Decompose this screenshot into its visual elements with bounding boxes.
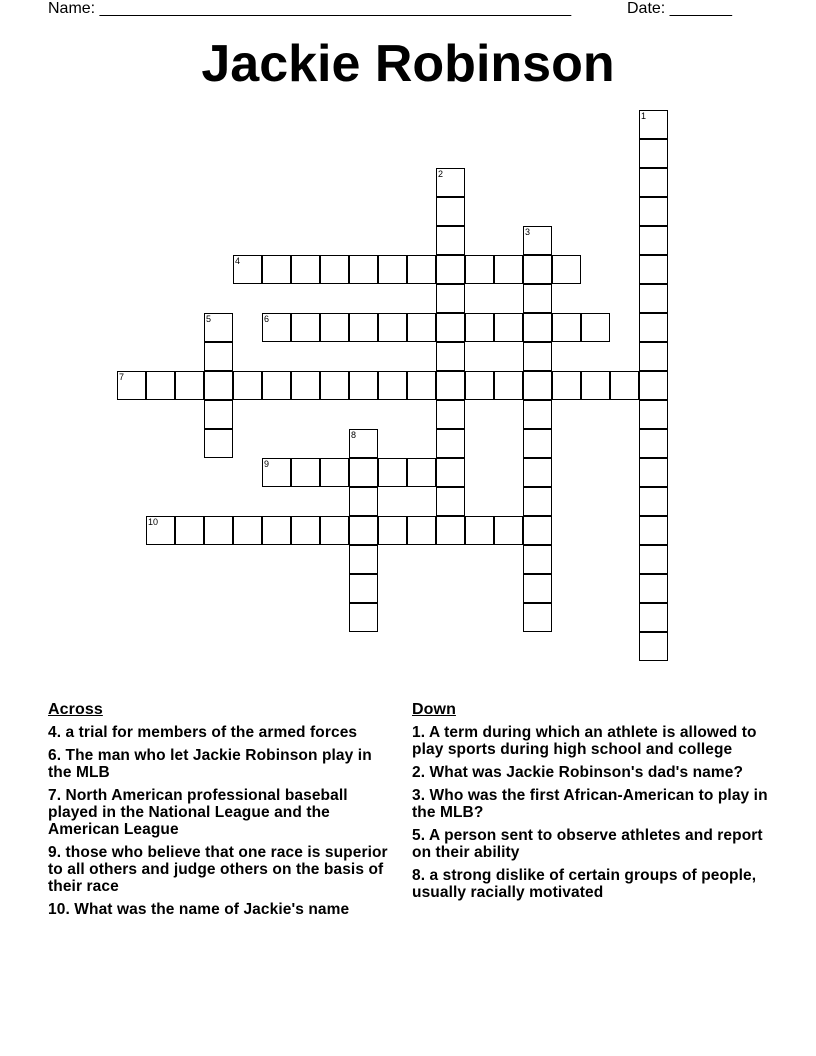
grid-cell[interactable]: [349, 458, 378, 487]
clue-text: What was Jackie Robinson's dad's name?: [425, 764, 744, 781]
cell-number: 6: [264, 314, 270, 324]
grid-cell[interactable]: [552, 313, 581, 342]
grid-cell[interactable]: [378, 313, 407, 342]
grid-cell[interactable]: [639, 429, 668, 458]
clue-across-10: [48, 901, 388, 918]
grid-cell[interactable]: [639, 197, 668, 226]
grid-cell[interactable]: [262, 313, 291, 342]
clue-number: 3.: [412, 787, 426, 804]
grid-cell[interactable]: [320, 458, 349, 487]
grid-cell[interactable]: [407, 516, 436, 545]
grid-cell[interactable]: [378, 516, 407, 545]
grid-cell[interactable]: [494, 516, 523, 545]
across-heading: Across: [48, 701, 103, 718]
grid-cell[interactable]: [639, 168, 668, 197]
grid-cell[interactable]: [349, 574, 378, 603]
grid-cell[interactable]: [494, 313, 523, 342]
clue-down-1: [412, 724, 772, 758]
grid-cell[interactable]: [407, 458, 436, 487]
grid-cell[interactable]: [204, 313, 233, 342]
grid-cell[interactable]: [465, 371, 494, 400]
grid-cell[interactable]: [639, 574, 668, 603]
grid-cell[interactable]: [291, 516, 320, 545]
grid-cell[interactable]: [639, 371, 668, 400]
grid-cell[interactable]: [639, 458, 668, 487]
grid-cell[interactable]: [349, 255, 378, 284]
grid-cell[interactable]: [436, 168, 465, 197]
grid-cell[interactable]: [639, 487, 668, 516]
grid-cell[interactable]: [639, 284, 668, 313]
grid-cell[interactable]: [523, 429, 552, 458]
clue-number: 10.: [48, 901, 70, 918]
grid-cell[interactable]: [552, 371, 581, 400]
grid-cell[interactable]: [320, 516, 349, 545]
cell-number: 9: [264, 459, 270, 469]
grid-cell[interactable]: [204, 400, 233, 429]
clue-number: 4.: [48, 724, 62, 741]
grid-cell[interactable]: [523, 458, 552, 487]
grid-cell[interactable]: [552, 255, 581, 284]
clue-across-6: [48, 747, 388, 781]
grid-cell[interactable]: [523, 487, 552, 516]
grid-cell[interactable]: [639, 255, 668, 284]
grid-cell[interactable]: [523, 574, 552, 603]
grid-cell[interactable]: [204, 342, 233, 371]
cell-number: 2: [438, 169, 444, 179]
clue-across-7: [48, 787, 388, 838]
grid-cell[interactable]: [436, 400, 465, 429]
grid-cell[interactable]: [523, 603, 552, 632]
grid-cell[interactable]: [349, 429, 378, 458]
grid-cell[interactable]: [639, 313, 668, 342]
clue-down-8: [412, 867, 772, 901]
across-clues: [48, 700, 388, 924]
grid-cell[interactable]: [349, 313, 378, 342]
grid-cell[interactable]: [117, 371, 146, 400]
grid-cell[interactable]: [523, 400, 552, 429]
grid-cell[interactable]: [262, 255, 291, 284]
grid-cell[interactable]: [465, 313, 494, 342]
grid-cell[interactable]: [523, 226, 552, 255]
clue-number: 9.: [48, 844, 62, 861]
grid-cell[interactable]: [291, 313, 320, 342]
grid-cell[interactable]: [523, 255, 552, 284]
grid-cell[interactable]: [175, 371, 204, 400]
cell-number: 1: [641, 111, 647, 121]
grid-cell[interactable]: [523, 342, 552, 371]
grid-cell[interactable]: [639, 632, 668, 661]
cell-number: 3: [525, 227, 531, 237]
grid-cell[interactable]: [436, 458, 465, 487]
clue-down-2: [412, 764, 772, 781]
grid-cell[interactable]: [233, 255, 262, 284]
grid-cell[interactable]: [262, 516, 291, 545]
grid-cell[interactable]: [175, 516, 204, 545]
grid-cell[interactable]: [349, 487, 378, 516]
grid-cell[interactable]: [523, 516, 552, 545]
clue-number: 6.: [48, 747, 62, 764]
grid-cell[interactable]: [436, 284, 465, 313]
grid-cell[interactable]: [639, 110, 668, 139]
grid-cell[interactable]: [523, 545, 552, 574]
grid-cell[interactable]: [349, 371, 378, 400]
grid-cell[interactable]: [407, 255, 436, 284]
grid-cell[interactable]: [349, 545, 378, 574]
grid-cell[interactable]: [639, 545, 668, 574]
grid-cell[interactable]: [436, 313, 465, 342]
grid-cell[interactable]: [349, 516, 378, 545]
date-field[interactable]: Date: _______: [627, 0, 732, 17]
clue-text: a strong dislike of certain groups of people, usually racially motivated: [412, 867, 757, 901]
grid-cell[interactable]: [204, 371, 233, 400]
grid-cell[interactable]: [262, 371, 291, 400]
grid-cell[interactable]: [581, 313, 610, 342]
grid-cell[interactable]: [523, 371, 552, 400]
grid-cell[interactable]: [378, 255, 407, 284]
cell-number: 7: [119, 372, 125, 382]
grid-cell[interactable]: [233, 516, 262, 545]
clue-number: 8.: [412, 867, 426, 884]
clue-text: North American professional baseball played in the National League and the American League: [48, 787, 348, 838]
down-clues: [412, 700, 772, 907]
grid-cell[interactable]: [378, 458, 407, 487]
grid-cell[interactable]: [610, 371, 639, 400]
grid-cell[interactable]: [523, 284, 552, 313]
grid-cell[interactable]: [581, 371, 610, 400]
clue-number: 1.: [412, 724, 426, 741]
down-heading: Down: [412, 701, 456, 718]
clue-down-3: [412, 787, 772, 821]
clue-text: a trial for members of the armed forces: [61, 724, 358, 741]
grid-cell[interactable]: [639, 226, 668, 255]
grid-cell[interactable]: [494, 371, 523, 400]
grid-cell[interactable]: [465, 255, 494, 284]
grid-cell[interactable]: [465, 516, 494, 545]
grid-cell[interactable]: [291, 371, 320, 400]
clue-text: those who believe that one race is superior to all others and judge others on the basis of their race: [48, 844, 388, 895]
cell-number: 8: [351, 430, 357, 440]
clue-number: 2.: [412, 764, 426, 781]
grid-cell[interactable]: [436, 371, 465, 400]
grid-cell[interactable]: [320, 313, 349, 342]
grid-cell[interactable]: [436, 197, 465, 226]
grid-cell[interactable]: [291, 458, 320, 487]
grid-cell[interactable]: [494, 255, 523, 284]
grid-cell[interactable]: [146, 516, 175, 545]
clue-text: A term during which an athlete is allowed to play sports during high school and college: [412, 724, 757, 758]
cell-number: 4: [235, 256, 241, 266]
grid-cell[interactable]: [320, 371, 349, 400]
grid-cell[interactable]: [146, 371, 175, 400]
grid-cell[interactable]: [436, 487, 465, 516]
grid-cell[interactable]: [407, 371, 436, 400]
grid-cell[interactable]: [320, 255, 349, 284]
grid-cell[interactable]: [291, 255, 320, 284]
clue-number: 7.: [48, 787, 62, 804]
clue-text: What was the name of Jackie's name: [69, 901, 350, 918]
clue-text: Who was the first African-American to play in the MLB?: [412, 787, 768, 821]
grid-cell[interactable]: [639, 400, 668, 429]
grid-cell[interactable]: [436, 255, 465, 284]
grid-cell[interactable]: [378, 371, 407, 400]
grid-cell[interactable]: [204, 516, 233, 545]
grid-cell[interactable]: [262, 458, 291, 487]
clue-across-9: [48, 844, 388, 895]
name-field[interactable]: Name: _____________________________________________________: [48, 0, 572, 17]
grid-cell[interactable]: [436, 516, 465, 545]
cell-number: 5: [206, 314, 212, 324]
grid-cell[interactable]: [436, 226, 465, 255]
clue-number: 5.: [412, 827, 426, 844]
puzzle-title: Jackie Robinson: [201, 35, 615, 93]
grid-cell[interactable]: [233, 371, 262, 400]
grid-cell[interactable]: [204, 429, 233, 458]
grid-cell[interactable]: [639, 603, 668, 632]
clue-across-4: [48, 724, 388, 741]
cell-number: 10: [148, 517, 159, 527]
grid-cell[interactable]: [436, 429, 465, 458]
grid-cell[interactable]: [639, 342, 668, 371]
grid-cell[interactable]: [436, 342, 465, 371]
grid-cell[interactable]: [349, 603, 378, 632]
grid-cell[interactable]: [639, 516, 668, 545]
clue-text: A person sent to observe athletes and report on their ability: [412, 827, 763, 861]
grid-cell[interactable]: [407, 313, 436, 342]
clue-down-5: [412, 827, 772, 861]
grid-cell[interactable]: [639, 139, 668, 168]
grid-cell[interactable]: [523, 313, 552, 342]
clue-text: The man who let Jackie Robinson play in the MLB: [48, 747, 372, 781]
